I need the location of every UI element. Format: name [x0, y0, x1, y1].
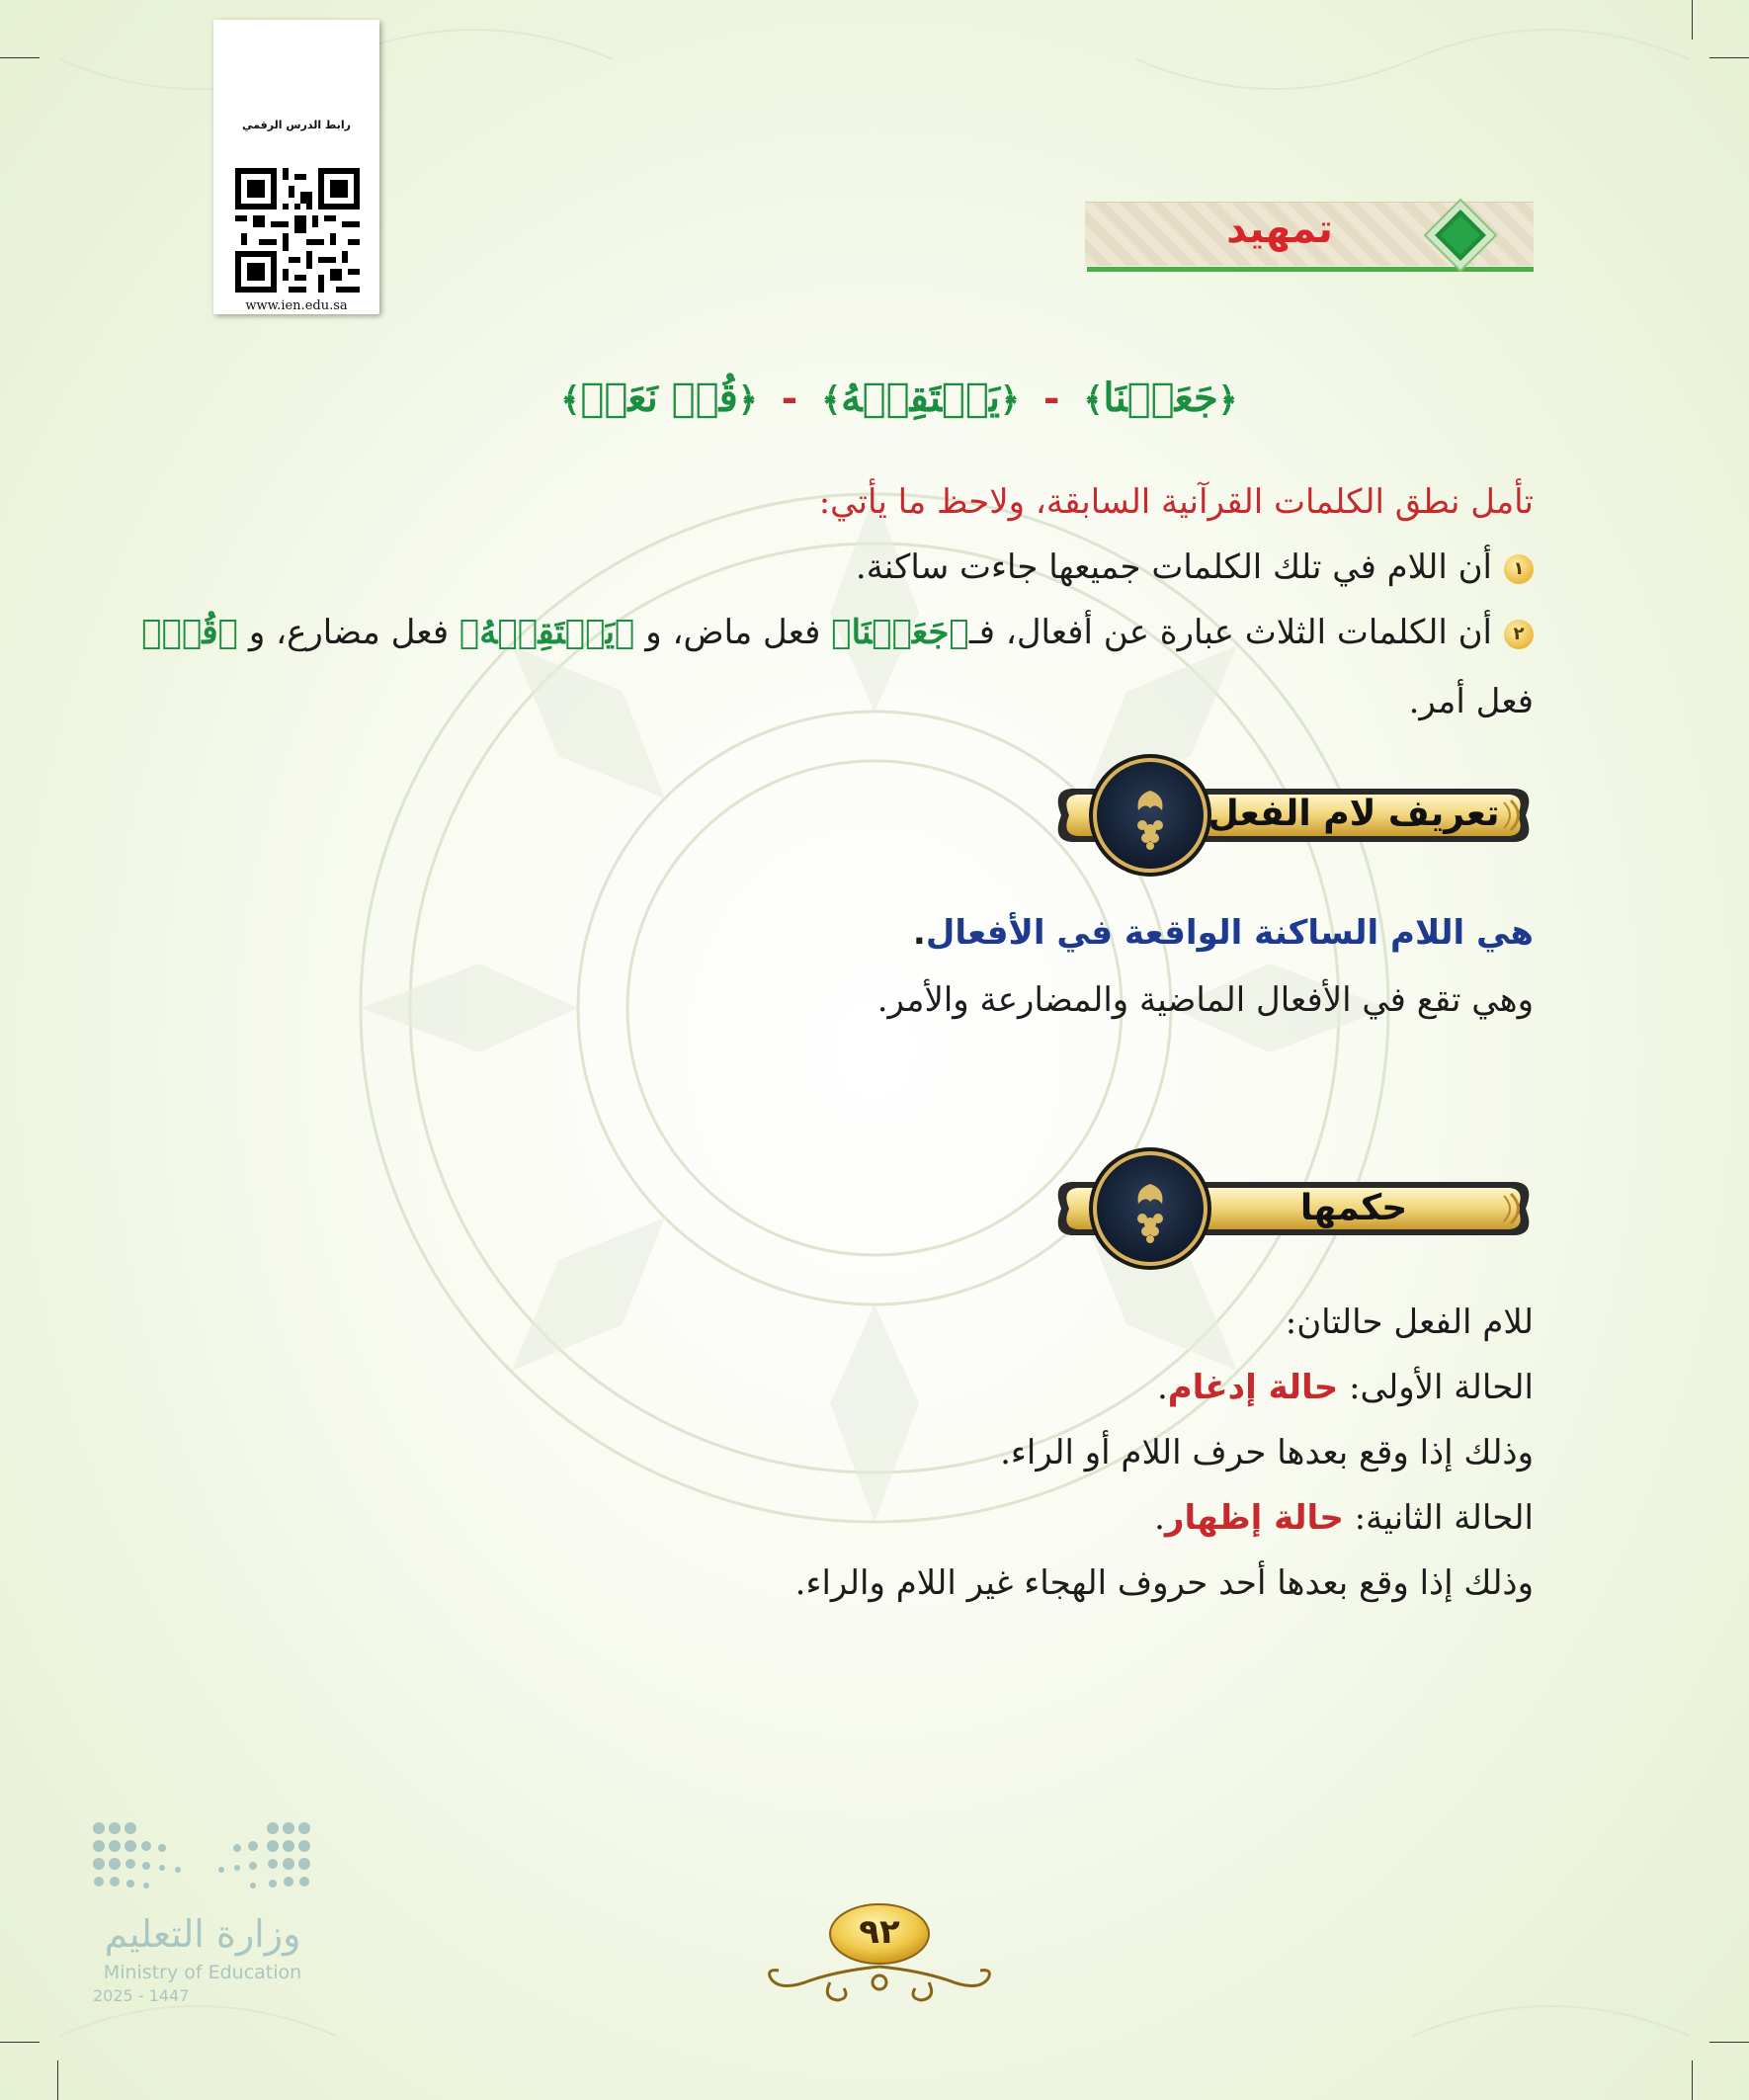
- edition-year: 2025 - 1447: [93, 1986, 190, 2005]
- quran-word-3: قُلۡ نَعَمۡ: [580, 375, 738, 421]
- ruling-case-2: الحالة الثانية: حالة إظهار.: [1154, 1498, 1534, 1538]
- qr-caption: رابط الدرس الرقمي: [242, 119, 351, 131]
- section-title-tamheed: تمهيد: [1226, 207, 1333, 252]
- list-item-1: ١أن اللام في تلك الكلمات جميعها جاءت ساكنة.: [856, 547, 1534, 587]
- qr-card[interactable]: [213, 20, 379, 314]
- list-item-2-continuation: فعل أمر.: [1408, 682, 1534, 721]
- quran-word-2: يَلۡتَقِطۡهُ: [841, 375, 1001, 421]
- ministry-logo-icon: [89, 1816, 316, 1905]
- ruling-case-2-desc: وذلك إذا وقع بعدها أحد حروف الهجاء غير اللام والراء.: [794, 1563, 1534, 1603]
- quran-words-row: ﴿جَعَلۡنَا﴾ - ﴿يَلۡتَقِطۡهُ﴾ - ﴿قُلۡ نَعَمۡ﴾: [560, 375, 1238, 421]
- diamond-icon: [1423, 198, 1498, 273]
- item-number-1: ١: [1504, 554, 1534, 584]
- item-number-2: ٢: [1504, 620, 1534, 649]
- ruling-heading: حكمها: [1299, 1188, 1408, 1228]
- quran-word-1: جَعَلۡنَا: [1103, 375, 1218, 421]
- ministry-name-en: Ministry of Education: [103, 1962, 302, 1983]
- ruling-case-1: الحالة الأولى: حالة إدغام.: [1156, 1368, 1534, 1407]
- ruling-intro: للام الفعل حالتان:: [1285, 1302, 1534, 1342]
- instruction-text: تأمل نطق الكلمات القرآنية السابقة، ولاحظ ما يأتي:: [818, 482, 1534, 522]
- ruling-case-1-desc: وذلك إذا وقع بعدها حرف اللام أو الراء.: [1000, 1433, 1534, 1472]
- page-number: ٩٢: [859, 1912, 900, 1952]
- qr-code-icon[interactable]: [235, 168, 360, 293]
- ministry-name-ar: وزارة التعليم: [104, 1912, 301, 1956]
- definition-heading: تعريف لام الفعل: [1208, 794, 1500, 834]
- qr-url[interactable]: www.ien.edu.sa: [245, 298, 348, 313]
- definition-note: وهي تقع في الأفعال الماضية والمضارعة والأمر.: [876, 980, 1534, 1020]
- list-item-2: ٢أن الكلمات الثلاث عبارة عن أفعال، فـ﴿جَعَلۡنَا﴾ فعل ماض، و ﴿يَلۡتَقِطۡهُ﴾ فعل مضارع، و ﴿قُلۡ﴾: [141, 613, 1534, 652]
- definition-text: هي اللام الساكنة الواقعة في الأفعال.: [912, 913, 1534, 953]
